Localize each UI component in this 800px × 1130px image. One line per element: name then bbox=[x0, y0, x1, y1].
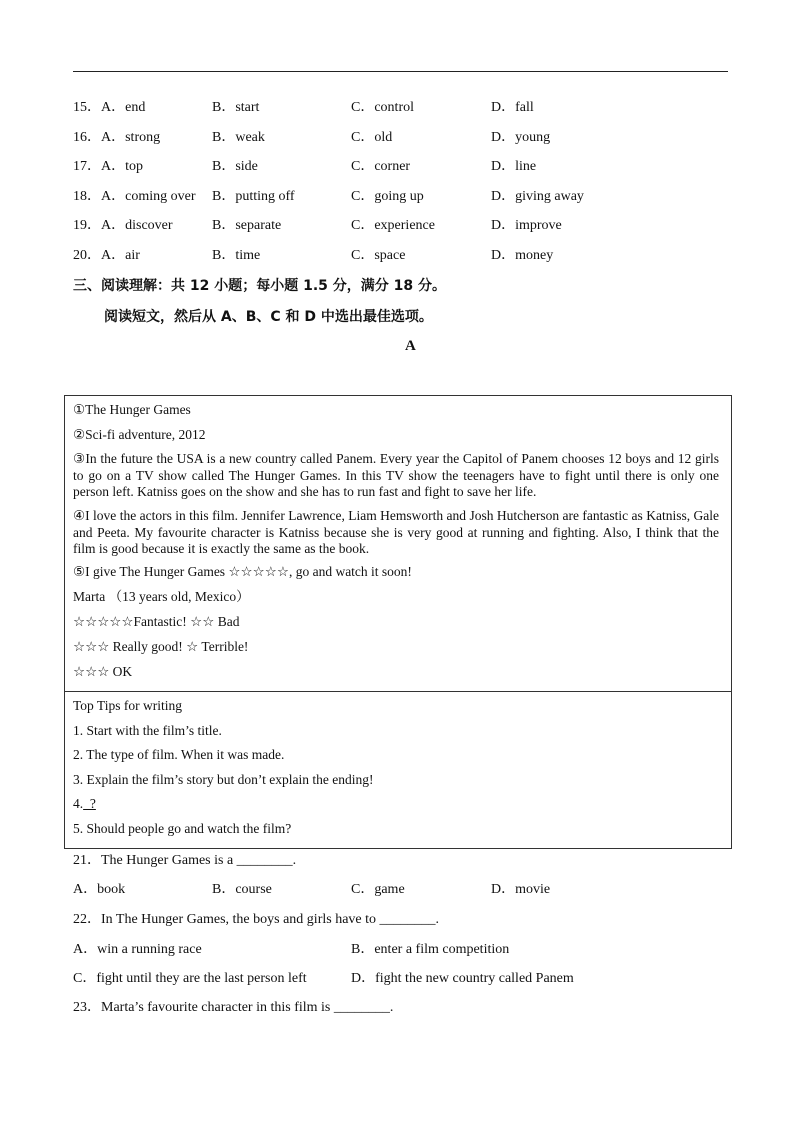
option-c[interactable]: C．experience bbox=[351, 218, 435, 233]
option-a[interactable]: 20．A．air bbox=[73, 248, 140, 263]
tip-5: 5. Should people go and watch the film? bbox=[73, 821, 292, 836]
question-21-stem: 21．The Hunger Games is a ________. bbox=[73, 853, 297, 868]
option-d[interactable]: D．money bbox=[491, 248, 554, 263]
review-opinion: ④I love the actors in this film. Jennifer Lawrence, Liam Hemsworth and Josh Hutcherson are fantastic as Katniss, Gale and Peeta. My favourite character is Katniss because she is very good at running and fighting. Also, I think that the film is good because it is exactly the same as the book. bbox=[73, 508, 719, 556]
option-a[interactable]: 15．A．end bbox=[73, 100, 146, 115]
option-d[interactable]: D．fall bbox=[491, 100, 534, 115]
review-title: ①The Hunger Games bbox=[73, 402, 191, 417]
section-instruction: 阅读短文，然后从 A、B、C 和 D 中选出最佳选项。 bbox=[104, 309, 433, 325]
review-author: Marta （13 years old, Mexico） bbox=[73, 589, 250, 604]
question-23-stem: 23．Marta’s favourite character in this film is ________. bbox=[73, 1000, 394, 1015]
option-a[interactable]: 17．A．top bbox=[73, 159, 143, 174]
tip-3: 3. Explain the film’s story but don’t explain the ending! bbox=[73, 772, 374, 787]
option-d[interactable]: D．young bbox=[491, 130, 551, 145]
option-c[interactable]: C．old bbox=[351, 130, 393, 145]
option-b[interactable]: B．time bbox=[212, 248, 261, 263]
option-b[interactable]: B．weak bbox=[212, 130, 265, 145]
option-b[interactable]: B．enter a film competition bbox=[351, 942, 510, 957]
tips-title: Top Tips for writing bbox=[73, 698, 182, 713]
option-c[interactable]: C．space bbox=[351, 248, 406, 263]
tip-2: 2. The type of film. When it was made. bbox=[73, 747, 285, 762]
tip-1: 1. Start with the film’s title. bbox=[73, 723, 222, 738]
option-b[interactable]: B．start bbox=[212, 100, 260, 115]
question-22-stem: 22．In The Hunger Games, the boys and girls have to ________. bbox=[73, 912, 440, 927]
option-c[interactable]: C．fight until they are the last person left bbox=[73, 971, 307, 986]
option-d[interactable]: D．fight the new country called Panem bbox=[351, 971, 574, 986]
option-a[interactable]: A．win a running race bbox=[73, 942, 202, 957]
option-a[interactable]: 18．A．coming over bbox=[73, 189, 196, 204]
option-d[interactable]: D．giving away bbox=[491, 189, 584, 204]
review-rating: ⑤I give The Hunger Games ☆☆☆☆☆, go and watch it soon! bbox=[73, 564, 412, 579]
tip-4-blank[interactable]: ? bbox=[83, 796, 96, 811]
rating-key-3: ☆☆☆ OK bbox=[73, 664, 133, 679]
option-d[interactable]: D．improve bbox=[491, 218, 562, 233]
option-d[interactable]: D．movie bbox=[491, 882, 551, 897]
rating-key-1: ☆☆☆☆☆Fantastic! ☆☆ Bad bbox=[73, 614, 240, 629]
option-c[interactable]: C．control bbox=[351, 100, 414, 115]
review-story: ③In the future the USA is a new country called Panem. Every year the Capitol of Panem chooses 12 boys and 12 girls to go on a TV show called The Hunger Games. In this TV show the teenagers have to fight until there is only one person left. Katniss goes on the show and she has to run fast and fight to save her life. bbox=[73, 451, 719, 499]
section-title: 三、阅读理解：共 12 小题；每小题 1.5 分，满分 18 分。 bbox=[73, 278, 447, 294]
tip-4: 4. ? bbox=[73, 796, 96, 811]
header-rule bbox=[73, 71, 728, 72]
review-box bbox=[64, 395, 732, 692]
option-c[interactable]: C．going up bbox=[351, 189, 424, 204]
tips-box bbox=[64, 691, 732, 849]
option-d[interactable]: D．line bbox=[491, 159, 537, 174]
option-c[interactable]: C．corner bbox=[351, 159, 411, 174]
review-type: ②Sci-fi adventure, 2012 bbox=[73, 427, 206, 442]
option-b[interactable]: B．side bbox=[212, 159, 258, 174]
passage-label: A bbox=[405, 338, 416, 354]
option-a[interactable]: A．book bbox=[73, 882, 126, 897]
option-b[interactable]: B．putting off bbox=[212, 189, 295, 204]
option-a[interactable]: 16．A．strong bbox=[73, 130, 161, 145]
option-b[interactable]: B．course bbox=[212, 882, 272, 897]
option-c[interactable]: C．game bbox=[351, 882, 405, 897]
option-b[interactable]: B．separate bbox=[212, 218, 282, 233]
option-a[interactable]: 19．A．discover bbox=[73, 218, 173, 233]
rating-key-2: ☆☆☆ Really good! ☆ Terrible! bbox=[73, 639, 249, 654]
